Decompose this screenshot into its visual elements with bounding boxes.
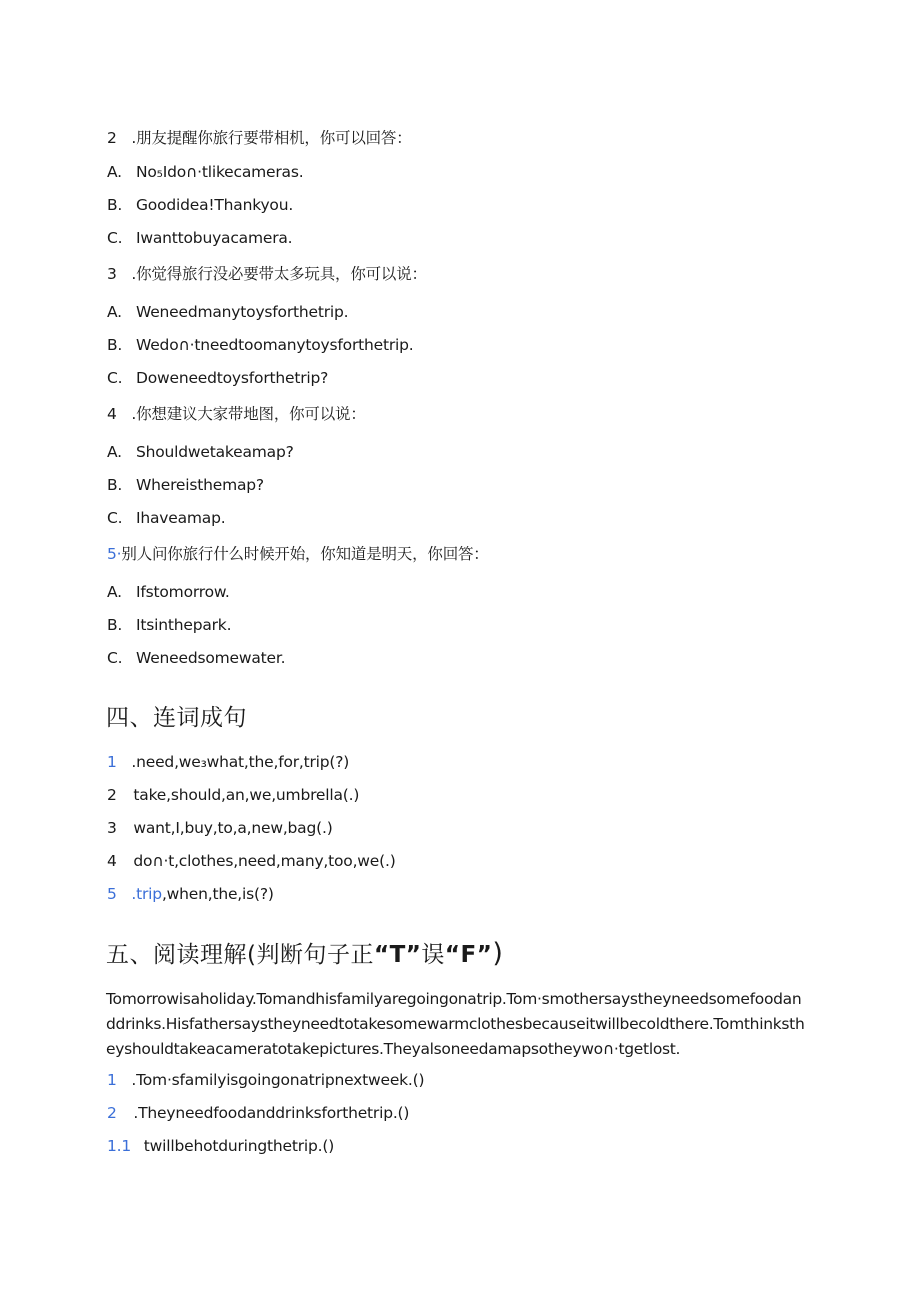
- option-a: [107, 442, 294, 462]
- item-number: 1.1: [107, 1137, 132, 1155]
- option-text: Itsinthepark.: [136, 616, 232, 634]
- item-text: do∩·t,clothes,need,many,too,we(.): [133, 852, 396, 870]
- heading-prefix: 五、阅读理解(判断句子正: [106, 942, 374, 968]
- option-letter: B.: [107, 616, 123, 634]
- question-5: [107, 544, 489, 564]
- option-letter: B.: [107, 476, 123, 494]
- question-prompt: .朋友提醒你旅行要带相机，你可以回答：: [131, 129, 412, 147]
- item-number: 2: [107, 786, 117, 804]
- item-text: .need,we₃what,the,for,trip(?): [131, 753, 350, 771]
- option-letter: C.: [107, 229, 123, 247]
- item-number: 4: [107, 852, 117, 870]
- option-text: Wedo∩·tneedtoomanytoysforthetrip.: [136, 336, 414, 354]
- option-a: [107, 582, 230, 602]
- question-number: 2: [107, 129, 117, 147]
- question-prompt: .你觉得旅行没必要带太多玩具，你可以说：: [131, 265, 427, 283]
- option-letter: A.: [107, 583, 122, 601]
- option-c: [107, 228, 292, 248]
- heading-false-mark: “F”: [444, 942, 493, 968]
- option-a: [107, 302, 348, 322]
- item-number: 3: [107, 819, 117, 837]
- item-text: ,when,the,is(?): [161, 885, 274, 903]
- reading-passage: Tomorrowisaholiday.Tomandhisfamilyaregoingonatrip.Tom·smothersaystheyneedsomefoodanddrinks.Hisfathersaystheyneedtotakesomewarmclothesbecauseitwillbecoldthere.Tomthinkstheyshouldtakeacameratotakepictures.Theyalsoneedamapsotheywo∩·tgetlost.: [106, 990, 805, 1058]
- option-letter: A.: [107, 163, 122, 181]
- sentence-item-1: [107, 752, 349, 772]
- item-number: 1: [107, 1071, 117, 1089]
- option-text: Ihaveamap.: [136, 509, 226, 527]
- option-text: Shouldwetakeamap?: [136, 443, 294, 461]
- item-text: want,I,buy,to,a,new,bag(.): [133, 819, 333, 837]
- option-b: [107, 195, 293, 215]
- sentence-item-2: [107, 785, 359, 805]
- question-2: [107, 128, 412, 148]
- question-3: [107, 264, 427, 284]
- sentence-item-5: [107, 884, 274, 904]
- option-letter: A.: [107, 443, 122, 461]
- option-text: Doweneedtoysforthetrip?: [136, 369, 329, 387]
- question-prompt: .你想建议大家带地图，你可以说：: [131, 405, 366, 423]
- question-prompt: 别人问你旅行什么时候开始，你知道是明天，你回答：: [121, 545, 489, 563]
- item-number: 2: [107, 1104, 117, 1122]
- option-text: Weneedsomewater.: [136, 649, 286, 667]
- heading-suffix: ): [492, 938, 504, 969]
- option-text: Weneedmanytoysforthetrip.: [136, 303, 349, 321]
- item-number: 5: [107, 885, 117, 903]
- option-text: Goodidea!Thankyou.: [136, 196, 294, 214]
- option-letter: B.: [107, 196, 123, 214]
- judge-item-3: [107, 1136, 334, 1156]
- section-4-heading: 四、连词成句: [106, 705, 247, 731]
- option-text: No₅Ido∩·tlikecameras.: [136, 163, 304, 181]
- item-text: twillbehotduringthetrip.(): [143, 1137, 335, 1155]
- question-number: 3: [107, 265, 117, 283]
- item-text: .Theyneedfoodanddrinksforthetrip.(): [133, 1104, 410, 1122]
- option-letter: C.: [107, 649, 123, 667]
- item-text-highlight: .trip: [131, 885, 162, 903]
- question-number: 4: [107, 405, 117, 423]
- question-number: 5·: [107, 545, 122, 563]
- option-letter: A.: [107, 303, 122, 321]
- option-b: [107, 615, 231, 635]
- question-4: [107, 404, 366, 424]
- option-letter: B.: [107, 336, 123, 354]
- option-b: [107, 475, 264, 495]
- sentence-item-3: [107, 818, 333, 838]
- judge-item-2: [107, 1103, 409, 1123]
- item-text: take,should,an,we,umbrella(.): [133, 786, 360, 804]
- option-letter: C.: [107, 369, 123, 387]
- option-letter: C.: [107, 509, 123, 527]
- option-b: [107, 335, 413, 355]
- option-c: [107, 648, 285, 668]
- option-text: Whereisthemap?: [136, 476, 264, 494]
- section-5-heading: [106, 939, 503, 970]
- option-text: Ifstomorrow.: [136, 583, 230, 601]
- sentence-item-4: [107, 851, 396, 871]
- item-text: .Tom·sfamilyisgoingonatripnextweek.(): [131, 1071, 425, 1089]
- option-text: Iwanttobuyacamera.: [136, 229, 293, 247]
- item-number: 1: [107, 753, 117, 771]
- heading-true-mark: “T”: [373, 942, 422, 968]
- judge-item-1: [107, 1070, 424, 1090]
- heading-mid: 误: [421, 942, 445, 968]
- option-a: [107, 162, 303, 182]
- option-c: [107, 368, 328, 388]
- option-c: [107, 508, 225, 528]
